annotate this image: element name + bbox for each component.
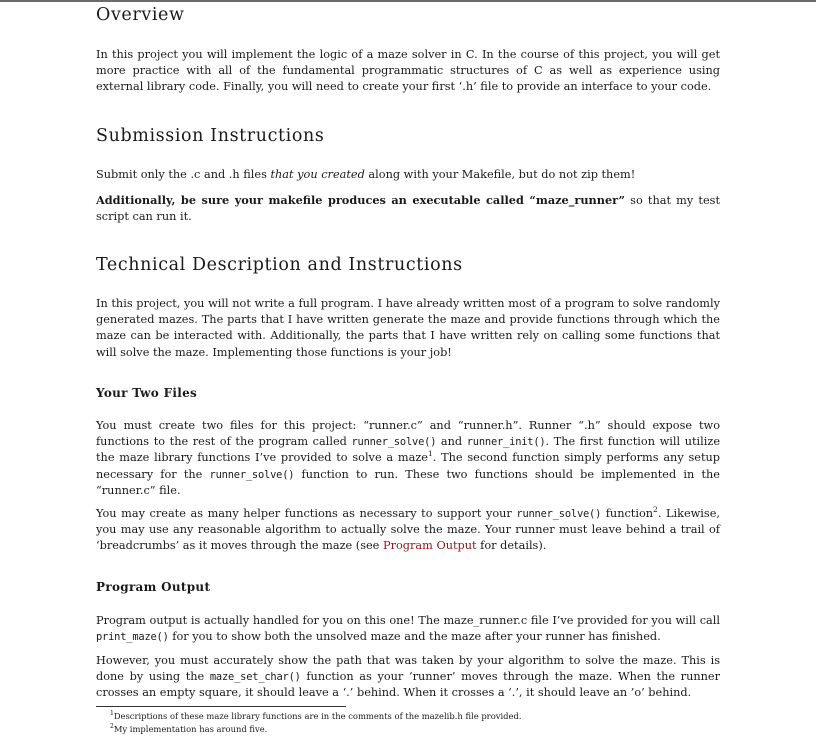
top-border bbox=[0, 0, 816, 2]
program-output-heading: Program Output bbox=[96, 580, 211, 594]
footnote-ref-1[interactable]: 1 bbox=[427, 449, 433, 459]
technical-heading: Technical Description and Instructions bbox=[96, 255, 463, 275]
overview-heading: Overview bbox=[96, 5, 185, 25]
submission-heading: Submission Instructions bbox=[96, 126, 325, 146]
program-output-paragraph-2: However, you must accurately show the path that was taken by your algorithm to solve the maze. This is done by using the maze_set_char() function as your ‘runner’ moves through the maze. When the runner crosses an empty square, it should leave a ‘.’ behind. When it crosses a ‘.’, it should leave an ’o’ behind. bbox=[96, 654, 720, 700]
program-output-link[interactable]: Program Output bbox=[382, 539, 477, 553]
footnote-1: $^1$Descriptions of these maze library functions are in the comments of the mazelib.h file provided. bbox=[110, 710, 522, 721]
footnote-rule bbox=[96, 706, 346, 707]
footnote-ref-2[interactable]: 2 bbox=[653, 505, 658, 515]
submission-paragraph-2: Additionally, be sure your makefile produces an executable called “maze_runner” so that my test script can run it. bbox=[96, 193, 720, 224]
overview-paragraph: In this project you will implement the logic of a maze solver in C. In the course of this project, you will get more practice with all of the fundamental programmatic structures of C as well as experience using external library code. Finally, you will need to create your first ‘.h’ file to provide an interface to your code. bbox=[96, 48, 720, 94]
two-files-paragraph-1: You must create two files for this project: “runner.c” and “runner.h”. Runner “.h” should expose two functions to the rest of the program called runner_solve() and runner_init(). The first function will utilize the maze library functions I’ve provided to solve a maze$^1$. The second function simply performs any setup necessary for the runner_solve() function to run. These two functions should be implemented in the “runner.c” file. bbox=[96, 419, 721, 497]
footnote-2: $^2$My implementation has around five. bbox=[110, 723, 268, 734]
two-files-paragraph-2: You may create as many helper functions as necessary to support your runner_solve() function$^2$. Likewise, you may use any reasonable algorithm to actually solve the maze. Your runner must leave behind a trail of ‘breadcrumbs’ as it moves through the maze (see Program Output for details). bbox=[96, 505, 720, 553]
technical-paragraph: In this project, you will not write a full program. I have already written most of a program to solve randomly generated mazes. The parts that I have written generate the maze and provide functions through which the maze can be interacted with. Additionally, the parts that I have written rely on calling some functions that will solve the maze. Implementing those functions is your job! bbox=[96, 297, 720, 359]
two-files-heading: Your Two Files bbox=[96, 386, 198, 400]
submission-paragraph-1: Submit only the .c and .h files that you created along with your Makefile, but do not zip them! bbox=[96, 168, 636, 181]
program-output-paragraph-1: Program output is actually handled for you on this one! The maze_runner.c file I’ve provided for you will call print_maze() for you to show both the unsolved maze and the maze after your runner has finished. bbox=[96, 614, 720, 644]
